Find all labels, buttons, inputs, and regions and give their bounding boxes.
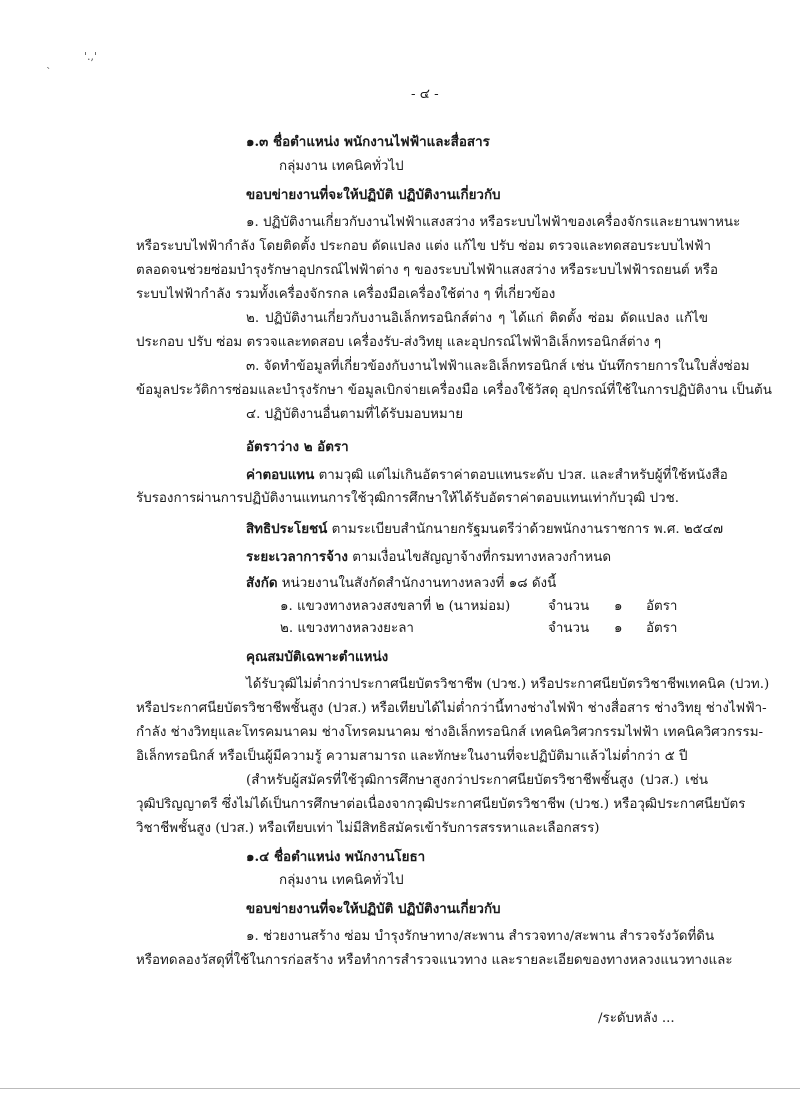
unit-unit: อัตรา: [646, 599, 678, 614]
period-line: [246, 548, 611, 567]
scan-edge-rule: [0, 1088, 800, 1089]
scan-speck: '.,': [84, 50, 98, 63]
duty-line: ๑. ช่วยงานสร้าง ซ่อม บำรุงรักษาทาง/สะพาน สำรวจทาง/สะพาน สำรวจรังวัดที่ดิน: [246, 929, 715, 944]
wage-text: ตามวุฒิ แต่ไม่เกินอัตราค่าตอบแทนระดับ ปวส. และสำหรับผู้ที่ใช้หนังสือ: [314, 468, 728, 483]
affiliation-label: สังกัด: [246, 575, 278, 591]
duty-line: ๓. จัดทำข้อมูลที่เกี่ยวข้องกับงานไฟฟ้าและอิเล็กทรอนิกส์ เช่น บันทึกรายการในใบสั่งซ่อม: [246, 359, 750, 374]
duty-line: ระบบไฟฟ้ากำลัง รวมทั้งเครื่องจักรกล เครื่องมือเครื่องใช้ต่าง ๆ ที่เกี่ยวข้อง: [136, 287, 556, 302]
qualifications-line: กำลัง ช่างวิทยุและโทรคมนาคม ช่างโทรคมนาคม ช่างอิเล็กทรอนิกส์ เทคนิควิศวกรรมไฟฟ้า เทคนิควิศวกรรม-: [136, 725, 764, 740]
vacancy: อัตราว่าง ๒ อัตรา: [246, 439, 349, 455]
benefits-text: ตามระเบียบสำนักนายกรัฐมนตรีว่าด้วยพนักงานราชการ พ.ศ. ๒๕๔๗: [327, 522, 724, 537]
qualifications-line: หรือประกาศนียบัตรวิชาชีพชั้นสูง (ปวส.) หรือเทียบได้ไม่ต่ำกว่านี้ทางช่างไฟฟ้า ช่างสื่อสาร ช่างวิทยุ ช่างไฟฟ้า-: [136, 701, 767, 716]
position-heading-1-4: ๑.๔ ชื่อตำแหน่ง พนักงานโยธา: [246, 849, 426, 865]
scope-title: ขอบข่ายงานที่จะให้ปฏิบัติ ปฏิบัติงานเกี่ยวกับ: [246, 187, 501, 203]
period-text: ตามเงื่อนไขสัญญาจ้างที่กรมทางหลวงกำหนด: [347, 550, 612, 565]
duty-line: หรือทดลองวัสดุที่ใช้ในการก่อสร้าง หรือทำการสำรวจแนวทาง และรายละเอียดของทางหลวงแนวทางและ: [136, 953, 733, 968]
continuation-marker: /ระดับหลัง ...: [598, 1011, 675, 1026]
unit-unit: อัตรา: [646, 621, 678, 636]
qualifications-title: คุณสมบัติเฉพาะตำแหน่ง: [246, 649, 389, 665]
duty-line: ประกอบ ปรับ ซ่อม ตรวจและทดสอบ เครื่องรับ-ส่งวิทยุ และอุปกรณ์ไฟฟ้าอิเล็กทรอนิกส์ต่าง ๆ: [136, 335, 662, 350]
duty-line: ๔. ปฏิบัติงานอื่นตามที่ได้รับมอบหมาย: [246, 407, 464, 422]
wage-text-cont: รับรองการผ่านการปฏิบัติงานแทนการใช้วุฒิการศึกษาให้ได้รับอัตราค่าตอบแทนเท่ากับวุฒิ ปวช.: [136, 491, 679, 506]
unit-count: ๑: [614, 599, 623, 614]
unit-count-label: จำนวน: [548, 621, 590, 636]
duty-line: หรือระบบไฟฟ้ากำลัง โดยติดตั้ง ประกอบ ดัดแปลง แต่ง แก้ไข ปรับ ซ่อม ตรวจและทดสอบระบบไฟฟ้า: [136, 239, 712, 254]
page-number: - ๔ -: [411, 87, 439, 102]
qualifications-note: วิชาชีพชั้นสูง (ปวส.) หรือเทียบเท่า ไม่มีสิทธิสมัครเข้ารับการสรรหาและเลือกสรร): [136, 821, 600, 836]
affiliation-text: หน่วยงานในสังกัดสำนักงานทางหลวงที่ ๑๘ ดังนี้: [277, 576, 557, 591]
duty-line: ตลอดจนช่วยซ่อมบำรุงรักษาอุปกรณ์ไฟฟ้าต่าง ๆ ของระบบไฟฟ้าแสงสว่าง หรือระบบไฟฟ้ารถยนต์ หรือ: [136, 263, 719, 278]
wage-line: [246, 466, 728, 485]
qualifications-line: ได้รับวุฒิไม่ต่ำกว่าประกาศนียบัตรวิชาชีพ (ปวช.) หรือประกาศนียบัตรวิชาชีพเทคนิค (ปวท.): [246, 677, 770, 692]
unit-name: ๑. แขวงทางหลวงสงขลาที่ ๒ (นาหม่อม): [280, 599, 511, 614]
duty-line: ๒. ปฏิบัติงานเกี่ยวกับงานอิเล็กทรอนิกส์ต่าง ๆ ได้แก่ ติดตั้ง ซ่อม ดัดแปลง แก้ไข: [246, 311, 708, 326]
position-heading-1-3: ๑.๓ ชื่อตำแหน่ง พนักงานไฟฟ้าและสื่อสาร: [246, 134, 490, 150]
unit-name: ๒. แขวงทางหลวงยะลา: [280, 621, 414, 636]
qualifications-note: วุฒิปริญญาตรี ซึ่งไม่ได้เป็นการศึกษาต่อเนื่องจากวุฒิประกาศนียบัตรวิชาชีพ (ปวช.) หรือวุฒิประกาศนียบัตร: [136, 797, 746, 812]
period-label: ระยะเวลาการจ้าง: [246, 549, 348, 565]
duty-line: ๑. ปฏิบัติงานเกี่ยวกับงานไฟฟ้าแสงสว่าง หรือระบบไฟฟ้าของเครื่องจักรและยานพาหนะ: [246, 215, 741, 230]
scan-speck: `: [46, 66, 52, 79]
scope-title: ขอบข่ายงานที่จะให้ปฏิบัติ ปฏิบัติงานเกี่ยวกับ: [246, 901, 501, 917]
duty-line: ข้อมูลประวัติการซ่อมและบำรุงรักษา ข้อมูลเบิกจ่ายเครื่องมือ เครื่องใช้วัสดุ อุปกรณ์ที่ใช้ในการปฏิบัติงาน เป็นต้น: [136, 383, 772, 398]
wage-label: ค่าตอบแทน: [246, 467, 315, 483]
affiliation-line: [246, 574, 556, 593]
job-group: กลุ่มงาน เทคนิคทั่วไป: [279, 873, 404, 888]
unit-count-label: จำนวน: [548, 599, 590, 614]
benefits-label: สิทธิประโยชน์: [246, 521, 328, 537]
qualifications-note: (สำหรับผู้สมัครที่ใช้วุฒิการศึกษาสูงกว่าประกาศนียบัตรวิชาชีพชั้นสูง (ปวส.) เช่น: [246, 773, 708, 788]
benefits-line: [246, 520, 723, 539]
job-group: กลุ่มงาน เทคนิคทั่วไป: [279, 159, 404, 174]
unit-count: ๑: [614, 621, 623, 636]
qualifications-line: อิเล็กทรอนิกส์ หรือเป็นผู้มีความรู้ ความสามารถ และทักษะในงานที่จะปฏิบัติมาแล้วไม่ต่ำกว่า ๕ ปี: [136, 749, 688, 764]
